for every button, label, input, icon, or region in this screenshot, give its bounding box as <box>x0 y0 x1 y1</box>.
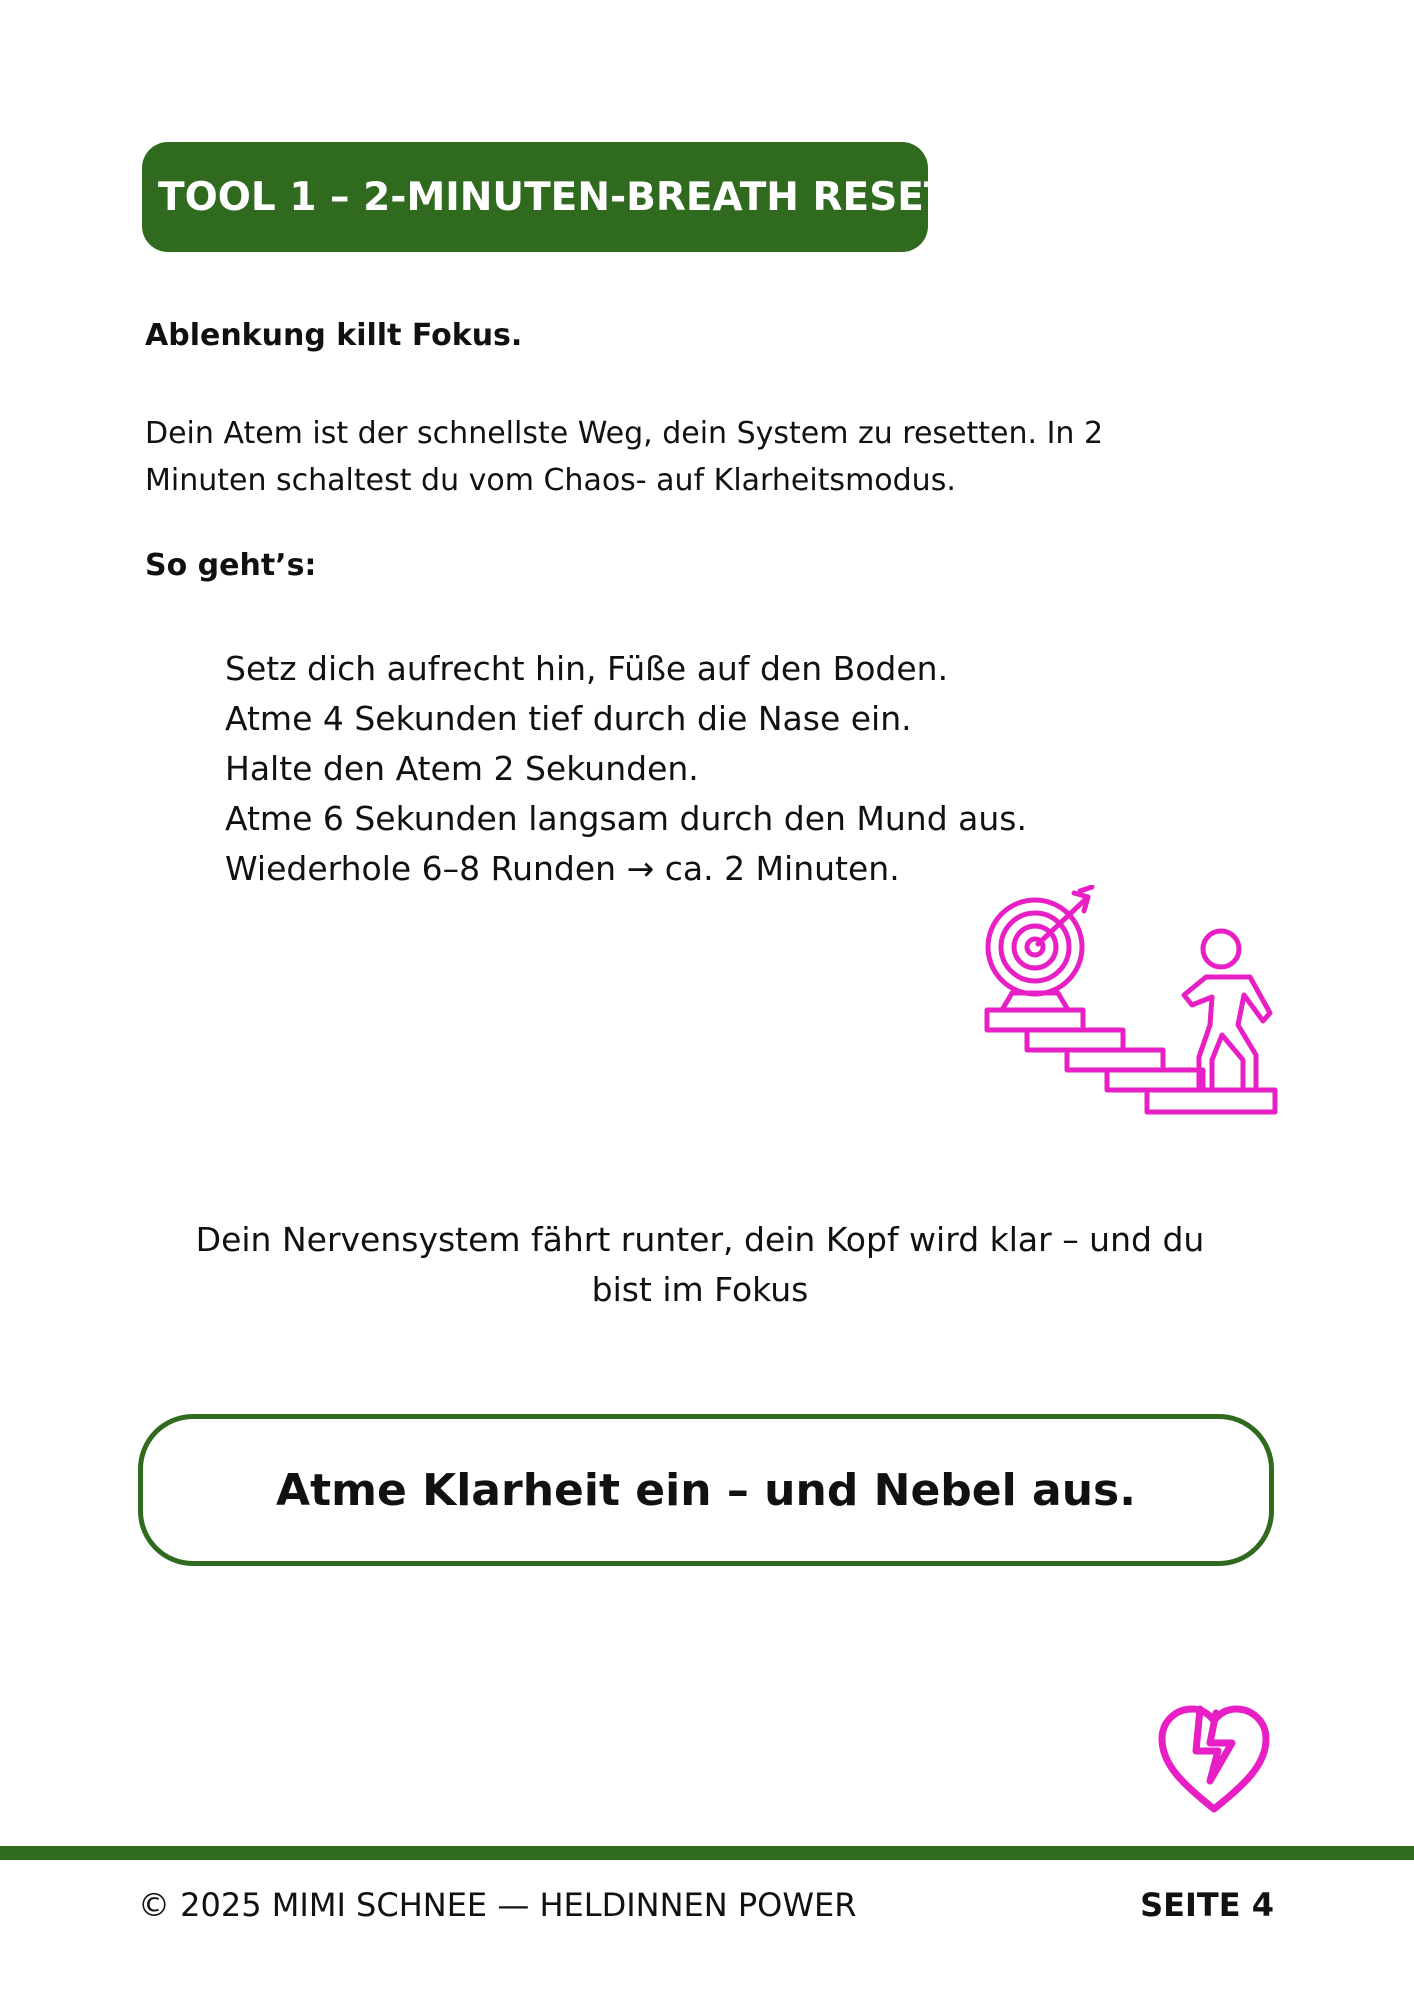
intro-paragraph <box>145 410 1195 504</box>
goal-stairs-icon <box>980 885 1286 1135</box>
step-item: Atme 6 Sekunden langsam durch den Mund aus. <box>225 799 1027 838</box>
step-item: Setz dich aufrecht hin, Füße auf den Boden. <box>225 649 949 688</box>
step-item: Wiederhole 6–8 Runden → ca. 2 Minuten. <box>225 849 900 888</box>
heart-lightning-icon <box>1156 1705 1272 1817</box>
conclusion-line: bist im Fokus <box>591 1270 809 1309</box>
quote-box <box>138 1414 1274 1566</box>
conclusion-text <box>150 1215 1250 1315</box>
quote-text: Atme Klarheit ein – und Nebel aus. <box>276 1464 1136 1516</box>
step-item: Atme 4 Sekunden tief durch die Nase ein. <box>225 699 912 738</box>
lead-text: Ablenkung killt Fokus. <box>145 318 523 353</box>
page-number: SEITE 4 <box>1140 1886 1274 1924</box>
footer-divider <box>0 1846 1414 1860</box>
intro-line: Dein Atem ist der schnellste Weg, dein System zu resetten. In 2 <box>145 416 1104 451</box>
step-item: Halte den Atem 2 Sekunden. <box>225 749 699 788</box>
footer-copyright: © 2025 MIMI SCHNEE — HELDINNEN POWER <box>138 1886 857 1924</box>
howto-heading: So geht’s: <box>145 548 317 583</box>
section-title: TOOL 1 – 2-MINUTEN-BREATH RESET <box>158 174 951 220</box>
steps-list <box>225 644 1027 894</box>
intro-line: Minuten schaltest du vom Chaos- auf Klarheitsmodus. <box>145 463 956 498</box>
conclusion-line: Dein Nervensystem fährt runter, dein Kopf wird klar – und du <box>195 1220 1205 1259</box>
section-header <box>142 142 951 252</box>
